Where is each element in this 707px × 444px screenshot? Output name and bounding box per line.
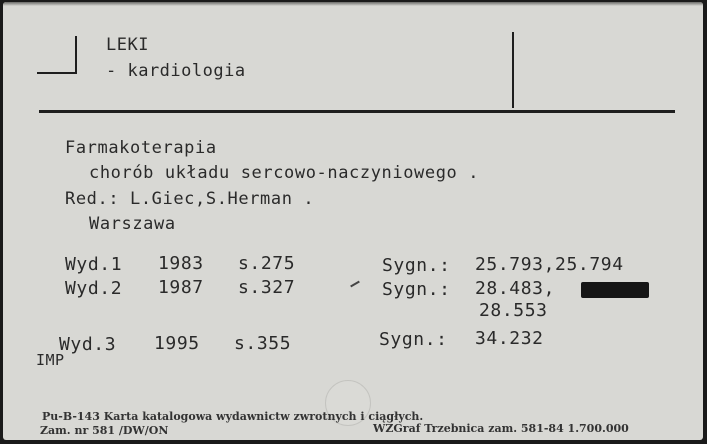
editors-line: Red.: L.Giec,S.Herman .	[65, 189, 315, 209]
edition-1-year: 1983	[158, 253, 204, 274]
redacted-signature-mark	[581, 282, 649, 298]
edition-2-year: 1987	[158, 277, 204, 298]
edition-1-sygn-label: Sygn.:	[382, 255, 451, 276]
catalog-card	[3, 2, 703, 440]
edition-2-sygn-label: Sygn.:	[382, 279, 451, 300]
subsubject-heading: - kardiologia	[106, 61, 246, 81]
edition-1-sygn: 25.793,25.794	[475, 254, 624, 275]
edition-3-year: 1995	[154, 333, 200, 354]
place-line: Warszawa	[89, 214, 176, 234]
edition-2-sygn-continued: 28.553	[479, 300, 548, 321]
tick-mark	[350, 281, 360, 288]
footer-line-2-left: Zam. nr 581 /DW/ON	[40, 424, 169, 437]
imp-stamp: IMP	[36, 351, 65, 369]
card-top-shadow	[3, 2, 703, 6]
edition-2-label: Wyd.2	[65, 278, 123, 299]
header-divider-vertical	[512, 32, 514, 108]
edition-2-pages: s.327	[238, 277, 296, 298]
edition-1-label: Wyd.1	[65, 254, 123, 275]
footer-line-1: Pu-B-143 Karta katalogowa wydawnictw zwrotnych i ciągłych.	[42, 410, 424, 423]
edition-1-pages: s.275	[238, 253, 296, 274]
title-line-1: Farmakoterapia	[65, 138, 217, 158]
edition-2-sygn: 28.483,	[475, 278, 556, 299]
header-rule	[39, 110, 675, 113]
edition-3-sygn-label: Sygn.:	[379, 329, 448, 350]
edition-3-label: Wyd.3	[59, 334, 117, 355]
edition-3-pages: s.355	[234, 333, 292, 354]
corner-mark-horizontal	[37, 72, 77, 74]
edition-3-sygn: 34.232	[475, 328, 544, 349]
subject-heading: LEKI	[106, 35, 149, 55]
footer-line-2-right: WZGraf Trzebnica zam. 581-84 1.700.000	[373, 422, 629, 435]
title-line-2: chorób układu sercowo-naczyniowego .	[89, 163, 480, 183]
corner-mark-vertical	[75, 36, 77, 74]
